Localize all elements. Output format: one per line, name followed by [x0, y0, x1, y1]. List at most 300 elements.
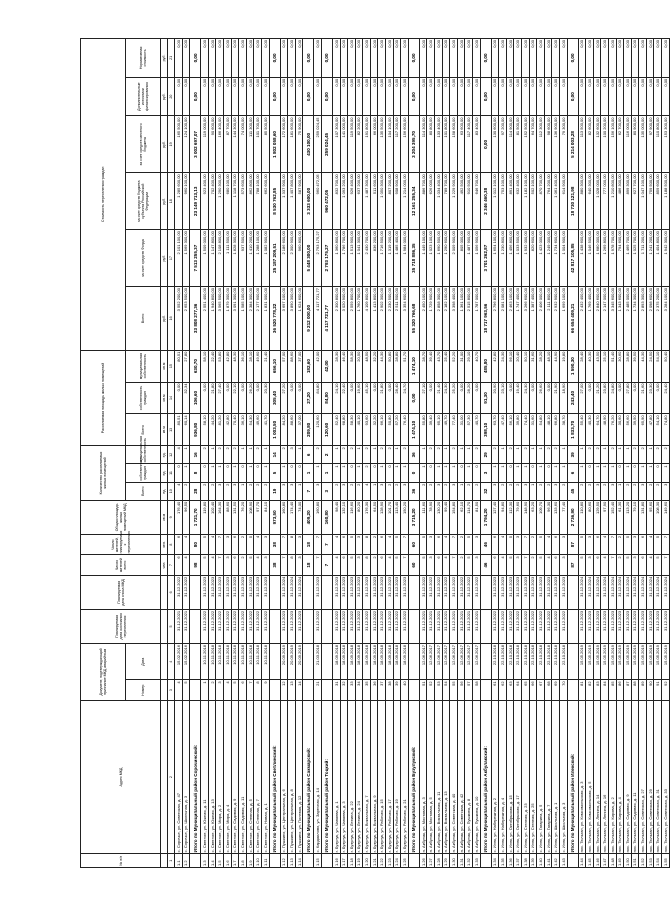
cost-region-cell: 587 900,00: [295, 173, 303, 230]
cost-extra-cell: 0,00: [332, 77, 340, 116]
area-cell: 149,60: [662, 500, 670, 534]
area-cell: 97,90: [601, 500, 609, 534]
rooms-own-cell: 0: [239, 464, 247, 482]
people-cell: 3: [631, 555, 639, 575]
people-cell: 5: [348, 555, 356, 575]
cost-region-cell: 627 700,00: [631, 173, 639, 230]
people-plan-cell: 7: [401, 534, 409, 554]
rooms-total-cell: 2: [586, 482, 594, 500]
plan-date-cell: 31.12.2023: [578, 609, 586, 643]
settle-area-own-cell: 27,10: [419, 382, 427, 414]
cost-region-cell: 1 028 000,00: [593, 173, 601, 230]
column-number: 10: [168, 482, 175, 500]
rooms-mun-cell: 1: [465, 446, 473, 464]
cost-local-cell: 1 802 058,60: [269, 116, 280, 173]
cost-local-cell: 101 800,00: [442, 116, 450, 173]
table-row: [314, 39, 322, 868]
settle-area-own-cell: 0,00: [370, 382, 378, 414]
plan-date-cell: [303, 609, 314, 643]
rooms-own-cell: 1: [435, 464, 443, 482]
people-plan-cell: 5: [537, 534, 545, 554]
settle-area-total-cell: 57,30: [465, 414, 473, 446]
table-row: [231, 39, 239, 868]
cost-normative-cell: 0,00: [288, 39, 296, 78]
settle-area-own-cell: 28,40: [393, 382, 401, 414]
people-cell: 4: [332, 555, 340, 575]
rooms-mun-cell: 16: [190, 446, 201, 464]
header-area-mun: муниципальная собственность: [126, 350, 161, 382]
cost-local-cell: 166 400,00: [216, 116, 224, 173]
rooms-own-cell: 0: [544, 464, 552, 482]
cost-fund-cell: 1 569 300,00: [182, 230, 190, 287]
plan-date-cell: 31.12.2023: [624, 609, 632, 643]
rooms-own-cell: 1: [261, 464, 269, 482]
settle-area-own-cell: 27,40: [216, 382, 224, 414]
header-people: Число жителей всего: [81, 555, 161, 575]
cost-total-cell: 1 699 100,00: [559, 287, 567, 351]
plan-demolish-cell: 31.12.2024: [654, 575, 662, 609]
row-number: 1.19: [355, 854, 363, 868]
column-number: 16: [168, 287, 175, 351]
settle-area-total-cell: 48,90: [601, 414, 609, 446]
address-cell: с. Илек, ул. Октябрьская, д. 17: [514, 700, 522, 853]
address-cell: Итого по Муниципальный район Акбулакский:: [480, 700, 491, 853]
settle-area-mun-cell: 36,10: [239, 350, 247, 382]
address-cell: п. Акбулак, ул. Мостовая, д. 5: [427, 700, 435, 853]
rooms-mun-cell: 4: [175, 446, 183, 464]
table-row: [537, 39, 545, 868]
settle-area-total-cell: 52,40: [332, 414, 340, 446]
cost-normative-cell: 0,00: [246, 39, 254, 78]
cost-total-cell: 2 406 000,00: [537, 287, 545, 351]
rooms-mun-cell: 39: [567, 446, 578, 464]
doc-date-cell: 15.05.2019: [631, 644, 639, 680]
cost-normative-cell: 0,00: [646, 39, 654, 78]
address-cell: п. Акбулак, ул. Пушкина, д. 8: [465, 700, 473, 853]
table-row: [332, 39, 340, 868]
area-cell: 80,60: [586, 500, 594, 534]
rooms-mun-cell: 1: [578, 446, 586, 464]
settle-area-total-cell: 57,20: [393, 414, 401, 446]
settle-area-total-cell: 936,80: [190, 414, 201, 446]
rooms-own-cell: 1: [280, 464, 288, 482]
settle-area-total-cell: 77,40: [450, 414, 458, 446]
cost-fund-cell: 1 786 700,00: [340, 230, 348, 287]
rooms-own-cell: 1: [593, 464, 601, 482]
cost-local-cell: 87 700,00: [223, 116, 231, 173]
cost-region-cell: 1 214 000,00: [401, 173, 409, 230]
address-cell: Итого по Муниципальный район Бузулукский:: [408, 700, 419, 853]
people-plan-cell: 7: [314, 534, 322, 554]
cost-normative-cell: 0,00: [624, 39, 632, 78]
people-plan-cell: 38: [269, 534, 280, 554]
plan-demolish-cell: 31.12.2024: [631, 575, 639, 609]
address-cell: п. Акбулак, ул. Вокзальная, д. 11: [435, 700, 443, 853]
column-numbers-row: [168, 39, 175, 868]
table-row: [601, 39, 609, 868]
settle-area-mun-cell: 21,40: [261, 350, 269, 382]
rooms-own-cell: 1: [321, 464, 332, 482]
cost-extra-cell: 0,00: [529, 77, 537, 116]
cost-extra-cell: 0,00: [231, 77, 239, 116]
cost-extra-cell: 0,00: [269, 77, 280, 116]
settle-area-total-cell: 54,30: [246, 414, 254, 446]
cost-local-cell: 75 900,00: [295, 116, 303, 173]
address-cell: с. Светлое, ул. Садовая, д. 11: [239, 700, 247, 853]
cost-fund-cell: 960 800,00: [295, 230, 303, 287]
people-plan-cell: 7: [521, 534, 529, 554]
people-plan-cell: 8: [288, 534, 296, 554]
people-plan-cell: 5: [578, 534, 586, 554]
cost-fund-cell: 1 004 900,00: [559, 230, 567, 287]
cost-normative-cell: 0,00: [370, 39, 378, 78]
cost-normative-cell: 0,00: [254, 39, 262, 78]
people-cell: 7: [450, 555, 458, 575]
header-rooms-mun: муниципальная собственность: [126, 446, 161, 464]
cost-extra-cell: 0,00: [348, 77, 356, 116]
column-number: 9: [168, 500, 175, 534]
doc-date-cell: 12.06.2017: [457, 644, 465, 680]
cost-region-cell: 680 100,00: [223, 173, 231, 230]
cost-region-cell: 3 333 600,00: [303, 173, 314, 230]
address-cell: п. Акбулак, ул. Пушкина, д. 10: [473, 700, 481, 853]
address-cell: с. Илек, ул. Гагарина, д. 7: [544, 700, 552, 853]
people-plan-cell: 6: [340, 534, 348, 554]
cost-normative-cell: 0,00: [631, 39, 639, 78]
people-plan-cell: 7: [216, 534, 224, 554]
people-plan-cell: 2: [239, 534, 247, 554]
settle-area-own-cell: 23,10: [499, 382, 507, 414]
rooms-total-cell: 3: [593, 482, 601, 500]
plan-demolish-cell: 31.12.2023: [506, 575, 514, 609]
cost-total-cell: 4 117 721,77: [314, 287, 322, 351]
rooms-total-cell: 2: [355, 482, 363, 500]
doc-number-cell: 83: [593, 680, 601, 700]
plan-date-cell: 31.12.2022: [537, 609, 545, 643]
cost-total-cell: 1 361 100,00: [457, 287, 465, 351]
settle-area-own-cell: 21,90: [552, 382, 560, 414]
doc-number-cell: [408, 680, 419, 700]
rooms-total-cell: 32: [480, 482, 491, 500]
cost-fund-cell: 1 513 900,00: [348, 230, 356, 287]
doc-number-cell: 61: [491, 680, 499, 700]
cost-extra-cell: 0,00: [491, 77, 499, 116]
people-plan-cell: 80: [190, 534, 201, 554]
table-row: [340, 39, 348, 868]
table-row: [363, 39, 371, 868]
settle-area-total-cell: 37,00: [295, 414, 303, 446]
cost-extra-cell: 0,00: [201, 77, 209, 116]
cost-total-cell: 3 020 900,00: [340, 287, 348, 351]
settle-area-own-cell: 20,90: [491, 382, 499, 414]
cost-extra-cell: 0,00: [355, 77, 363, 116]
column-number: 8: [168, 534, 175, 554]
area-cell: 88,60: [223, 500, 231, 534]
cost-region-cell: 880 300,00: [578, 173, 586, 230]
doc-date-cell: 12.06.2017: [473, 644, 481, 680]
rooms-mun-cell: 6: [303, 446, 314, 464]
settle-area-mun-cell: 50,10: [521, 350, 529, 382]
cost-region-cell: 1 407 800,00: [288, 173, 296, 230]
doc-date-cell: 10.11.2018: [208, 644, 216, 680]
settle-area-total-cell: 36,10: [239, 414, 247, 446]
cost-normative-cell: 0,00: [216, 39, 224, 78]
rooms-own-cell: 1: [662, 464, 670, 482]
settle-area-total-cell: 31,60: [529, 414, 537, 446]
settle-area-own-cell: 19,40: [514, 382, 522, 414]
cost-extra-cell: 0,00: [624, 77, 632, 116]
people-plan-cell: 4: [646, 534, 654, 554]
rooms-mun-cell: 36: [408, 446, 419, 464]
cost-normative-cell: 0,00: [355, 39, 363, 78]
rooms-total-cell: 3: [231, 482, 239, 500]
rooms-own-cell: 0: [586, 464, 594, 482]
doc-number-cell: [480, 680, 491, 700]
address-cell: г. Бузулук, ул. Вокзальная, д. 7: [363, 700, 371, 853]
address-cell: с. Илек, ул. Гагарина, д. 5: [537, 700, 545, 853]
cost-total-cell: 1 747 400,00: [514, 287, 522, 351]
table-row: [491, 39, 499, 868]
plan-date-cell: 31.12.2022: [559, 609, 567, 643]
rooms-mun-cell: 1: [514, 446, 522, 464]
row-number: 1.12: [280, 854, 288, 868]
settle-area-own-cell: 21,80: [378, 382, 386, 414]
settle-area-own-cell: 21,80: [208, 382, 216, 414]
cost-fund-cell: 1 487 900,00: [465, 230, 473, 287]
cost-local-cell: 97 900,00: [646, 116, 654, 173]
cost-normative-cell: 0,00: [231, 39, 239, 78]
settle-area-mun-cell: 20,40: [514, 350, 522, 382]
rooms-own-cell: 1: [182, 464, 190, 482]
settle-area-own-cell: 0,00: [473, 382, 481, 414]
rooms-mun-cell: 1: [624, 446, 632, 464]
cost-fund-cell: 1 711 200,00: [639, 230, 647, 287]
people-plan-cell: 3: [559, 534, 567, 554]
cost-local-cell: 90 600,00: [208, 116, 216, 173]
plan-demolish-cell: 31.12.2024: [639, 575, 647, 609]
plan-date-cell: 31.12.2023: [639, 609, 647, 643]
row-number: 1.34: [491, 854, 499, 868]
settle-area-own-cell: 0,00: [348, 382, 356, 414]
people-cell: 5: [465, 555, 473, 575]
cost-normative-cell: 0,00: [567, 39, 578, 78]
people-cell: 4: [601, 555, 609, 575]
doc-number-cell: 54: [442, 680, 450, 700]
cost-region-cell: 502 100,00: [529, 173, 537, 230]
area-cell: 64,50: [370, 500, 378, 534]
table-row: [386, 39, 394, 868]
cost-local-cell: 101 700,00: [254, 116, 262, 173]
cost-local-cell: 3 002 697,07: [190, 116, 201, 173]
area-cell: 113,40: [393, 500, 401, 534]
row-number: 1.17: [340, 854, 348, 868]
cost-local-cell: 110 800,00: [654, 116, 662, 173]
row-number: [190, 854, 201, 868]
unit-people: чел.: [161, 555, 168, 575]
cost-local-cell: 136 900,00: [552, 116, 560, 173]
cost-total-cell: 4 117 721,77: [321, 287, 332, 351]
cost-extra-cell: 0,00: [303, 77, 314, 116]
plan-demolish-cell: 31.12.2022: [427, 575, 435, 609]
rooms-mun-cell: 14: [269, 446, 280, 464]
plan-date-cell: 31.12.2022: [201, 609, 209, 643]
doc-date-cell: 18.09.2018: [386, 644, 394, 680]
doc-date-cell: [567, 644, 578, 680]
area-cell: 119,80: [201, 500, 209, 534]
people-cell: 5: [393, 555, 401, 575]
settle-area-total-cell: 50,80: [386, 414, 394, 446]
cost-normative-cell: 0,00: [321, 39, 332, 78]
cost-normative-cell: 0,00: [499, 39, 507, 78]
rooms-mun-cell: 1: [529, 446, 537, 464]
plan-demolish-cell: [408, 575, 419, 609]
doc-number-cell: 68: [544, 680, 552, 700]
rooms-own-cell: 0: [473, 464, 481, 482]
cost-extra-cell: 0,00: [654, 77, 662, 116]
rooms-own-cell: 1: [608, 464, 616, 482]
rooms-total-cell: 3: [401, 482, 409, 500]
row-number: 1.2: [182, 854, 190, 868]
doc-date-cell: 22.10.2018: [499, 644, 507, 680]
cost-normative-cell: 0,00: [537, 39, 545, 78]
cost-total-cell: 1 940 800,00: [208, 287, 216, 351]
cost-region-cell: 702 400,00: [208, 173, 216, 230]
cost-fund-cell: 1 241 200,00: [646, 230, 654, 287]
doc-date-cell: 10.11.2018: [254, 644, 262, 680]
row-number: 1.10: [254, 854, 262, 868]
address-cell: пос. Тюльган, ул. Кирова, д. 4: [616, 700, 624, 853]
cost-fund-cell: 25 187 209,51: [269, 230, 280, 287]
table-row: [473, 39, 481, 868]
table-row: [239, 39, 247, 868]
doc-date-cell: 18.09.2018: [393, 644, 401, 680]
plan-date-cell: 31.12.2022: [521, 609, 529, 643]
doc-number-cell: 14: [295, 680, 303, 700]
address-cell: пос. Тюльган, ул. Комсомольская, д. 5: [586, 700, 594, 853]
area-cell: 150,20: [401, 500, 409, 534]
plan-demolish-cell: 31.12.2024: [586, 575, 594, 609]
people-cell: 98: [190, 555, 201, 575]
cost-extra-cell: 0,00: [408, 77, 419, 116]
plan-demolish-cell: 31.12.2024: [662, 575, 670, 609]
settle-area-mun-cell: 485,80: [480, 350, 491, 382]
settle-area-mun-cell: 630,70: [190, 350, 201, 382]
cost-total-cell: 2 902 300,00: [378, 287, 386, 351]
cost-normative-cell: 0,00: [175, 39, 183, 78]
cost-region-cell: 640 300,00: [586, 173, 594, 230]
people-cell: 6: [378, 555, 386, 575]
cost-region-cell: 910 500,00: [465, 173, 473, 230]
cost-fund-cell: 937 500,00: [239, 230, 247, 287]
settle-area-own-cell: 21,60: [639, 382, 647, 414]
settle-area-own-cell: 24,70: [401, 382, 409, 414]
plan-date-cell: 31.12.2022: [348, 609, 356, 643]
row-number: 1.21: [370, 854, 378, 868]
cost-fund-cell: 1 469 700,00: [624, 230, 632, 287]
rooms-total-cell: 3: [662, 482, 670, 500]
cost-fund-cell: 2 430 700,00: [363, 230, 371, 287]
plan-demolish-cell: 31.12.2024: [624, 575, 632, 609]
doc-date-cell: 18.09.2018: [355, 644, 363, 680]
doc-number-cell: 1: [201, 680, 209, 700]
people-plan-cell: 4: [208, 534, 216, 554]
cost-extra-cell: 0,00: [246, 77, 254, 116]
doc-number-cell: 39: [393, 680, 401, 700]
cost-fund-cell: 1 449 100,00: [419, 230, 427, 287]
row-number: 1.22: [378, 854, 386, 868]
rooms-mun-cell: 1: [537, 446, 545, 464]
settle-area-own-cell: 0,00: [254, 382, 262, 414]
rooms-mun-cell: 2: [223, 446, 231, 464]
area-cell: 112,30: [506, 500, 514, 534]
rooms-total-cell: 3: [639, 482, 647, 500]
rooms-own-cell: 5: [269, 464, 280, 482]
plan-date-cell: 31.12.2022: [514, 609, 522, 643]
settle-area-mun-cell: 44,90: [552, 350, 560, 382]
cost-fund-cell: 1 046 500,00: [586, 230, 594, 287]
table-row: [355, 39, 363, 868]
address-cell: пос. Тюльган, ул. Садовая, д. 9: [624, 700, 632, 853]
doc-date-cell: 18.09.2018: [401, 644, 409, 680]
doc-date-cell: 15.05.2019: [624, 644, 632, 680]
row-number: 1.14: [295, 854, 303, 868]
rooms-total-cell: 3: [314, 482, 322, 500]
rooms-own-cell: 0: [201, 464, 209, 482]
cost-total-cell: 1 769 400,00: [586, 287, 594, 351]
area-cell: 77,40: [559, 500, 567, 534]
area-cell: 152,40: [608, 500, 616, 534]
area-cell: 176,30: [363, 500, 371, 534]
rooms-mun-cell: 1: [616, 446, 624, 464]
plan-date-cell: 31.12.2021: [473, 609, 481, 643]
row-number: 1.4: [208, 854, 216, 868]
people-plan-cell: 6: [552, 534, 560, 554]
doc-number-cell: 6: [239, 680, 247, 700]
address-cell: г. Бузулук, ул. Рабочая, д. 21: [401, 700, 409, 853]
rooms-own-cell: 1: [303, 464, 314, 482]
cost-normative-cell: 0,00: [363, 39, 371, 78]
rooms-mun-cell: 29: [480, 446, 491, 464]
doc-number-cell: 52: [427, 680, 435, 700]
settle-area-mun-cell: 40,70: [473, 350, 481, 382]
settle-area-total-cell: 58,10: [201, 414, 209, 446]
plan-date-cell: 31.12.2021: [450, 609, 458, 643]
people-cell: 3: [355, 555, 363, 575]
cost-extra-cell: 0,00: [261, 77, 269, 116]
rooms-total-cell: 1: [295, 482, 303, 500]
address-cell: Итого по Муниципальный район Светлинский:: [269, 700, 280, 853]
column-number: 5: [168, 609, 175, 643]
cost-region-cell: 862 800,00: [246, 173, 254, 230]
settle-area-own-cell: 91,30: [480, 382, 491, 414]
cost-region-cell: 2 346 460,38: [480, 173, 491, 230]
doc-date-cell: 15.05.2019: [586, 644, 594, 680]
settle-area-own-cell: 0,00: [529, 382, 537, 414]
rooms-mun-cell: 2: [435, 446, 443, 464]
unit-rub: руб.: [161, 230, 168, 287]
table-row: [608, 39, 616, 868]
people-cell: 3: [223, 555, 231, 575]
address-cell: пос. Тюльган, ул. Комсомольская, д. 3: [578, 700, 586, 853]
area-cell: 79,10: [631, 500, 639, 534]
plan-demolish-cell: 31.12.2023: [208, 575, 216, 609]
table-row: [552, 39, 560, 868]
cost-region-cell: 807 200,00: [386, 173, 394, 230]
settle-area-mun-cell: 50,40: [662, 350, 670, 382]
rooms-total-cell: 2: [654, 482, 662, 500]
rooms-mun-cell: 2: [340, 446, 348, 464]
cost-local-cell: 172 600,00: [280, 116, 288, 173]
